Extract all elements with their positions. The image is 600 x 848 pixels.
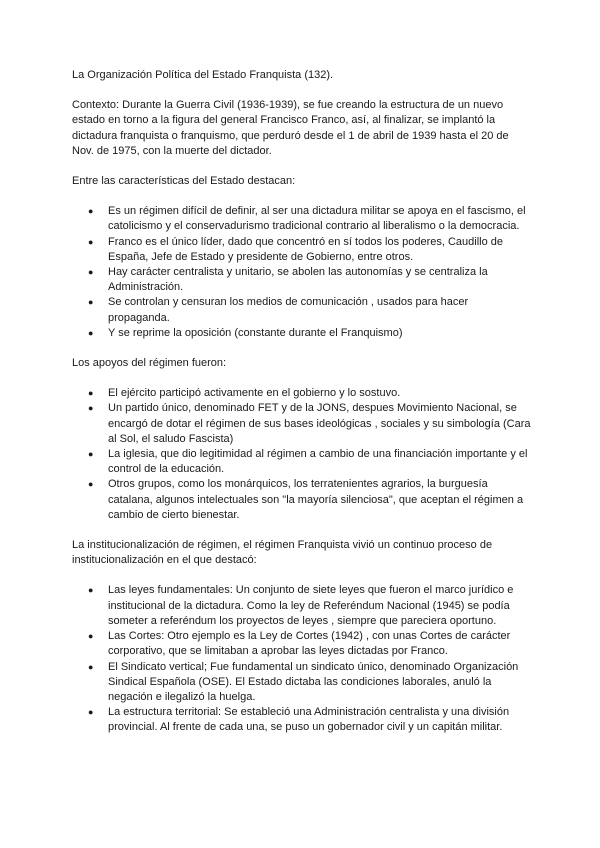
bullet-icon: ● [88, 327, 94, 338]
list-item [88, 583, 532, 629]
list-item-text: Y se reprime la oposición (constante durante el Franquismo) [108, 326, 403, 339]
list-item-text: La iglesia, que dio legitimidad al régimen a cambio de una financiación importante y el control de la educación. [108, 448, 528, 476]
list-item-text: Se controlan y censuran los medios de comunicación , usados para hacer propaganda. [108, 296, 469, 324]
list-item [88, 629, 532, 659]
list-item-text: Es un régimen difícil de definir, al ser una dictadura militar se apoya en el fascismo, el catolicismo y el conservadurismo tradicional contrario al liberalismo o la democracia. [108, 205, 526, 233]
bullet-icon: ● [88, 206, 94, 217]
list-item-text: Hay carácter centralista y unitario, se abolen las autonomías y se centraliza la Administración. [108, 266, 488, 294]
list-item-text: Las leyes fundamentales: Un conjunto de siete leyes que fueron el marco jurídico e institucional de la dictadura. Como la ley de Referéndum Nacional (1945) se podía someter a referéndum los proyectos de leyes , siempre que pareciera oportuno. [108, 584, 514, 627]
list-item [88, 265, 532, 295]
list-item [88, 705, 532, 735]
document-title: La Organización Política del Estado Franquista (132). [72, 69, 334, 81]
bullet-icon: ● [88, 707, 94, 718]
bullet-icon: ● [88, 631, 94, 642]
list-item-text: El ejército participó activamente en el gobierno y lo sostuvo. [108, 387, 401, 400]
bullet-icon: ● [88, 479, 94, 490]
supports-list [72, 386, 532, 523]
list-item [88, 401, 532, 447]
list-item-text: Otros grupos, como los monárquicos, los terratenientes agrarios, la burguesía catalana, algunos intelectuales son "la mayoría silenciosa", que aceptan el régimen a cambio de cierto bienestar. [108, 478, 524, 521]
list-item [88, 295, 532, 325]
list-item [88, 660, 532, 706]
list-item-text: Las Cortes: Otro ejemplo es la Ley de Cortes (1942) , con unas Cortes de carácter corporativo, que se limitaban a aprobar las leyes dictadas por Franco. [108, 630, 511, 658]
characteristics-intro: Entre las características del Estado destacan: [72, 175, 296, 188]
bullet-icon: ● [88, 403, 94, 414]
list-item-text: La estructura territorial: Se estableció una Administración centralista y una división provincial. Al frente de cada una, se puso un gobernador civil y un capitán militar. [108, 706, 510, 734]
list-item [88, 204, 532, 234]
list-item [88, 386, 532, 401]
bullet-icon: ● [88, 449, 94, 460]
list-item [88, 477, 532, 523]
bullet-icon: ● [88, 297, 94, 308]
context-paragraph: Contexto: Durante la Guerra Civil (1936-1939), se fue creando la estructura de un nuevo estado en torno a la figura del general Francisco Franco, así, al finalizar, se implantó la dictadura franquista o franquismo, que perduró desde el 1 de abril de 1939 hasta el 20 de Nov. de 1975, con la muerte del dictador. [72, 99, 509, 157]
list-item-text: Franco es el único líder, dado que concentró en sí todos los poderes, Caudillo de España, Jefe de Estado y presidente de Gobierno, entre otros. [108, 235, 504, 263]
bullet-icon: ● [88, 585, 94, 596]
list-item [88, 235, 532, 265]
document-page [72, 68, 532, 751]
list-item-text: Un partido único, denominado FET y de la JONS, despues Movimiento Nacional, se encargó de dotar el régimen de sus bases ideológicas , sociales y su simbología (Cara al Sol, el saludo Fascista) [108, 402, 531, 445]
bullet-icon: ● [88, 267, 94, 278]
bullet-icon: ● [88, 236, 94, 247]
list-item-text: El Sindicato vertical; Fue fundamental un sindicato único, denominado Organización Sindical Española (OSE). El Estado dictaba las condiciones laborales, anuló la negación e ilegalizó la huelga. [108, 660, 519, 703]
institutions-list [72, 583, 532, 735]
list-item [88, 326, 532, 341]
characteristics-list [72, 204, 532, 341]
list-item [88, 447, 532, 477]
bullet-icon: ● [88, 661, 94, 672]
institutional-intro: La institucionalización de régimen, el régimen Franquista vivió un continuo proceso de institucionalización en el que destacó: [72, 539, 493, 567]
supports-intro: Los apoyos del régimen fueron: [72, 357, 227, 370]
bullet-icon: ● [88, 388, 94, 399]
